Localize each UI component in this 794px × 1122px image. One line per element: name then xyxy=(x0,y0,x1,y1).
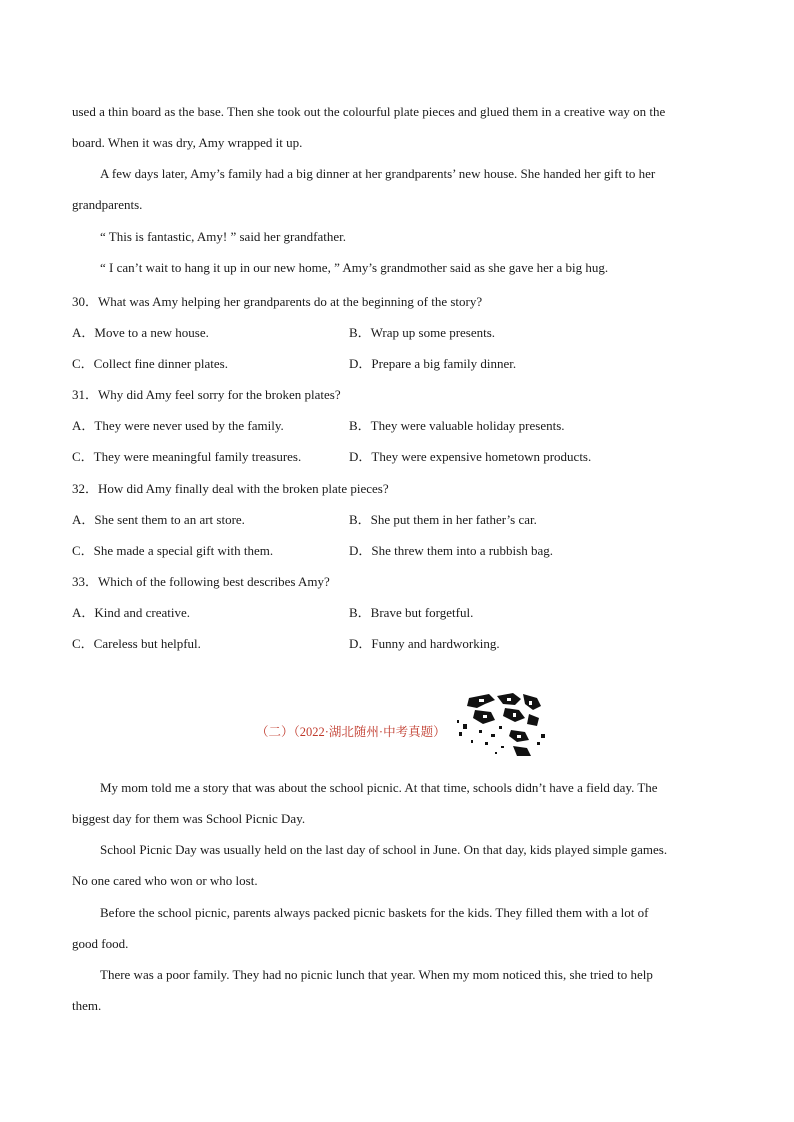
option-c: C．Collect fine dinner plates. xyxy=(72,356,228,371)
option-b: B．Brave but forgetful. xyxy=(349,605,474,620)
passage-line: good food. xyxy=(72,936,129,951)
passage-line: grandparents. xyxy=(72,197,143,212)
option-c: C．She made a special gift with them. xyxy=(72,543,274,558)
option-d: D．She threw them into a rubbish bag. xyxy=(349,543,553,558)
option-a: A．She sent them to an art store. xyxy=(72,512,245,527)
option-b: B．They were valuable holiday presents. xyxy=(349,418,565,433)
question-stem: 33．Which of the following best describes Amy? xyxy=(72,574,330,589)
question-stem: 31．Why did Amy feel sorry for the broken plates? xyxy=(72,387,341,402)
question-stem: 30．What was Amy helping her grandparents do at the beginning of the story? xyxy=(72,294,483,309)
option-b: B．Wrap up some presents. xyxy=(349,325,496,340)
option-a: A．Move to a new house. xyxy=(72,325,209,340)
passage-line: used a thin board as the base. Then she took out the colourful plate pieces and glued them in a creative way on the xyxy=(72,104,666,119)
question-stem: 32．How did Amy finally deal with the broken plate pieces? xyxy=(72,481,389,496)
option-c: C．Careless but helpful. xyxy=(72,636,201,651)
passage-line: No one cared who won or who lost. xyxy=(72,873,258,888)
passage-line: biggest day for them was School Picnic Day. xyxy=(72,811,306,826)
option-d: D．They were expensive hometown products. xyxy=(349,449,592,464)
section-heading: （二）（2022·湖北随州·中考真题） xyxy=(256,725,446,739)
scan-stamp-icon xyxy=(455,690,550,762)
option-c: C．They were meaningful family treasures. xyxy=(72,449,302,464)
passage-line: “ I can’t wait to hang it up in our new home, ” Amy’s grandmother said as she gave her a big hug. xyxy=(100,260,609,275)
passage-line: A few days later, Amy’s family had a big dinner at her grandparents’ new house. She handed her gift to her xyxy=(100,166,656,181)
passage-line: “ This is fantastic, Amy! ” said her grandfather. xyxy=(100,229,346,244)
option-a: A．Kind and creative. xyxy=(72,605,191,620)
passage-line: Before the school picnic, parents always packed picnic baskets for the kids. They filled them with a lot of xyxy=(100,905,649,920)
passage-line: board. When it was dry, Amy wrapped it up. xyxy=(72,135,303,150)
option-d: D．Prepare a big family dinner. xyxy=(349,356,517,371)
passage-line: them. xyxy=(72,998,102,1013)
passage-line: There was a poor family. They had no picnic lunch that year. When my mom noticed this, she tried to help xyxy=(100,967,653,982)
option-d: D．Funny and hardworking. xyxy=(349,636,500,651)
option-a: A．They were never used by the family. xyxy=(72,418,284,433)
option-b: B．She put them in her father’s car. xyxy=(349,512,537,527)
passage-line: School Picnic Day was usually held on the last day of school in June. On that day, kids played simple games. xyxy=(100,842,668,857)
passage-line: My mom told me a story that was about the school picnic. At that time, schools didn’t have a field day. The xyxy=(100,780,658,795)
